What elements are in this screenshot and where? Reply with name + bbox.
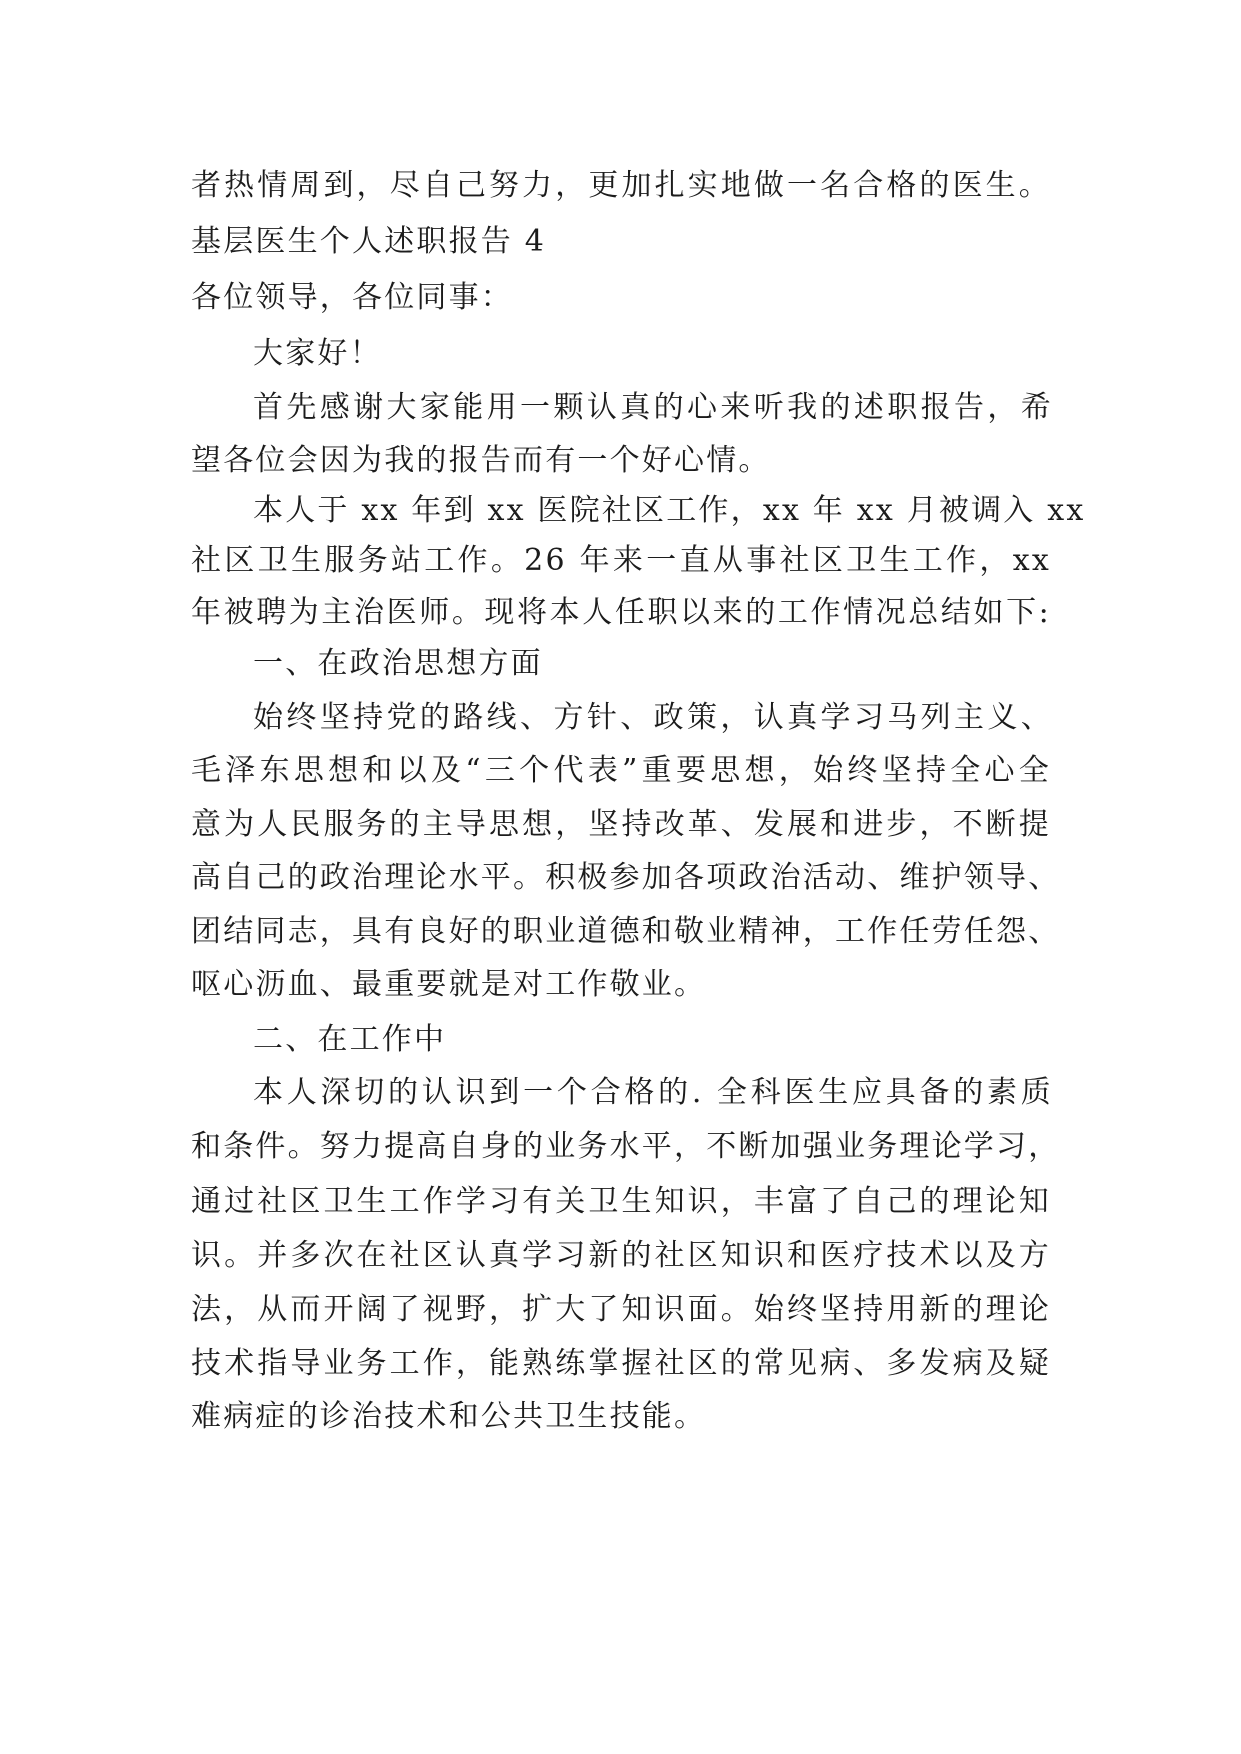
text-line: 本人深切的认识到一个合格的. 全科医生应具备的素质: [253, 1075, 1053, 1110]
text-line: 识。并多次在社区认真学习新的社区知识和医疗技术以及方: [191, 1238, 1051, 1273]
text-line: 和条件。努力提高自身的业务水平，不断加强业务理论学习，: [191, 1129, 1061, 1164]
subheading: 二、在工作中: [253, 1022, 447, 1057]
greeting: 大家好！: [253, 336, 382, 371]
text-line: 法，从而开阔了视野，扩大了知识面。始终坚持用新的理论: [191, 1292, 1051, 1327]
text-line: 望各位会因为我的报告而有一个好心情。: [191, 443, 771, 478]
text-line: 本人于 xx 年到 xx 医院社区工作，xx 年 xx 月被调入 xx: [253, 493, 1086, 528]
text-line: 社区卫生服务站工作。26 年来一直从事社区卫生工作，xx: [191, 543, 1051, 578]
text-line: 者热情周到，尽自己努力，更加扎实地做一名合格的医生。: [191, 168, 1051, 203]
text-line: 毛泽东思想和以及“三个代表”重要思想，始终坚持全心全: [191, 753, 1051, 788]
salutation: 各位领导，各位同事：: [191, 280, 513, 315]
text-line: 呕心沥血、最重要就是对工作敬业。: [191, 967, 707, 1002]
text-line: 年被聘为主治医师。现将本人任职以来的工作情况总结如下:: [191, 595, 1051, 630]
text-line: 始终坚持党的路线、方针、政策，认真学习马列主义、: [253, 700, 1053, 735]
text-line: 团结同志，具有良好的职业道德和敬业精神，工作任劳任怨、: [191, 914, 1061, 949]
text-line: 难病症的诊治技术和公共卫生技能。: [191, 1399, 707, 1434]
text-line: 高自己的政治理论水平。积极参加各项政治活动、维护领导、: [191, 860, 1061, 895]
text-line: 技术指导业务工作，能熟练掌握社区的常见病、多发病及疑: [191, 1346, 1051, 1381]
text-line: 意为人民服务的主导思想，坚持改革、发展和进步，不断提: [191, 807, 1051, 842]
text-line: 首先感谢大家能用一颗认真的心来听我的述职报告，希: [253, 390, 1053, 425]
subheading: 一、在政治思想方面: [253, 646, 543, 681]
text-line: 通过社区卫生工作学习有关卫生知识，丰富了自己的理论知: [191, 1184, 1051, 1219]
section-title: 基层医生个人述职报告 4: [191, 224, 547, 259]
